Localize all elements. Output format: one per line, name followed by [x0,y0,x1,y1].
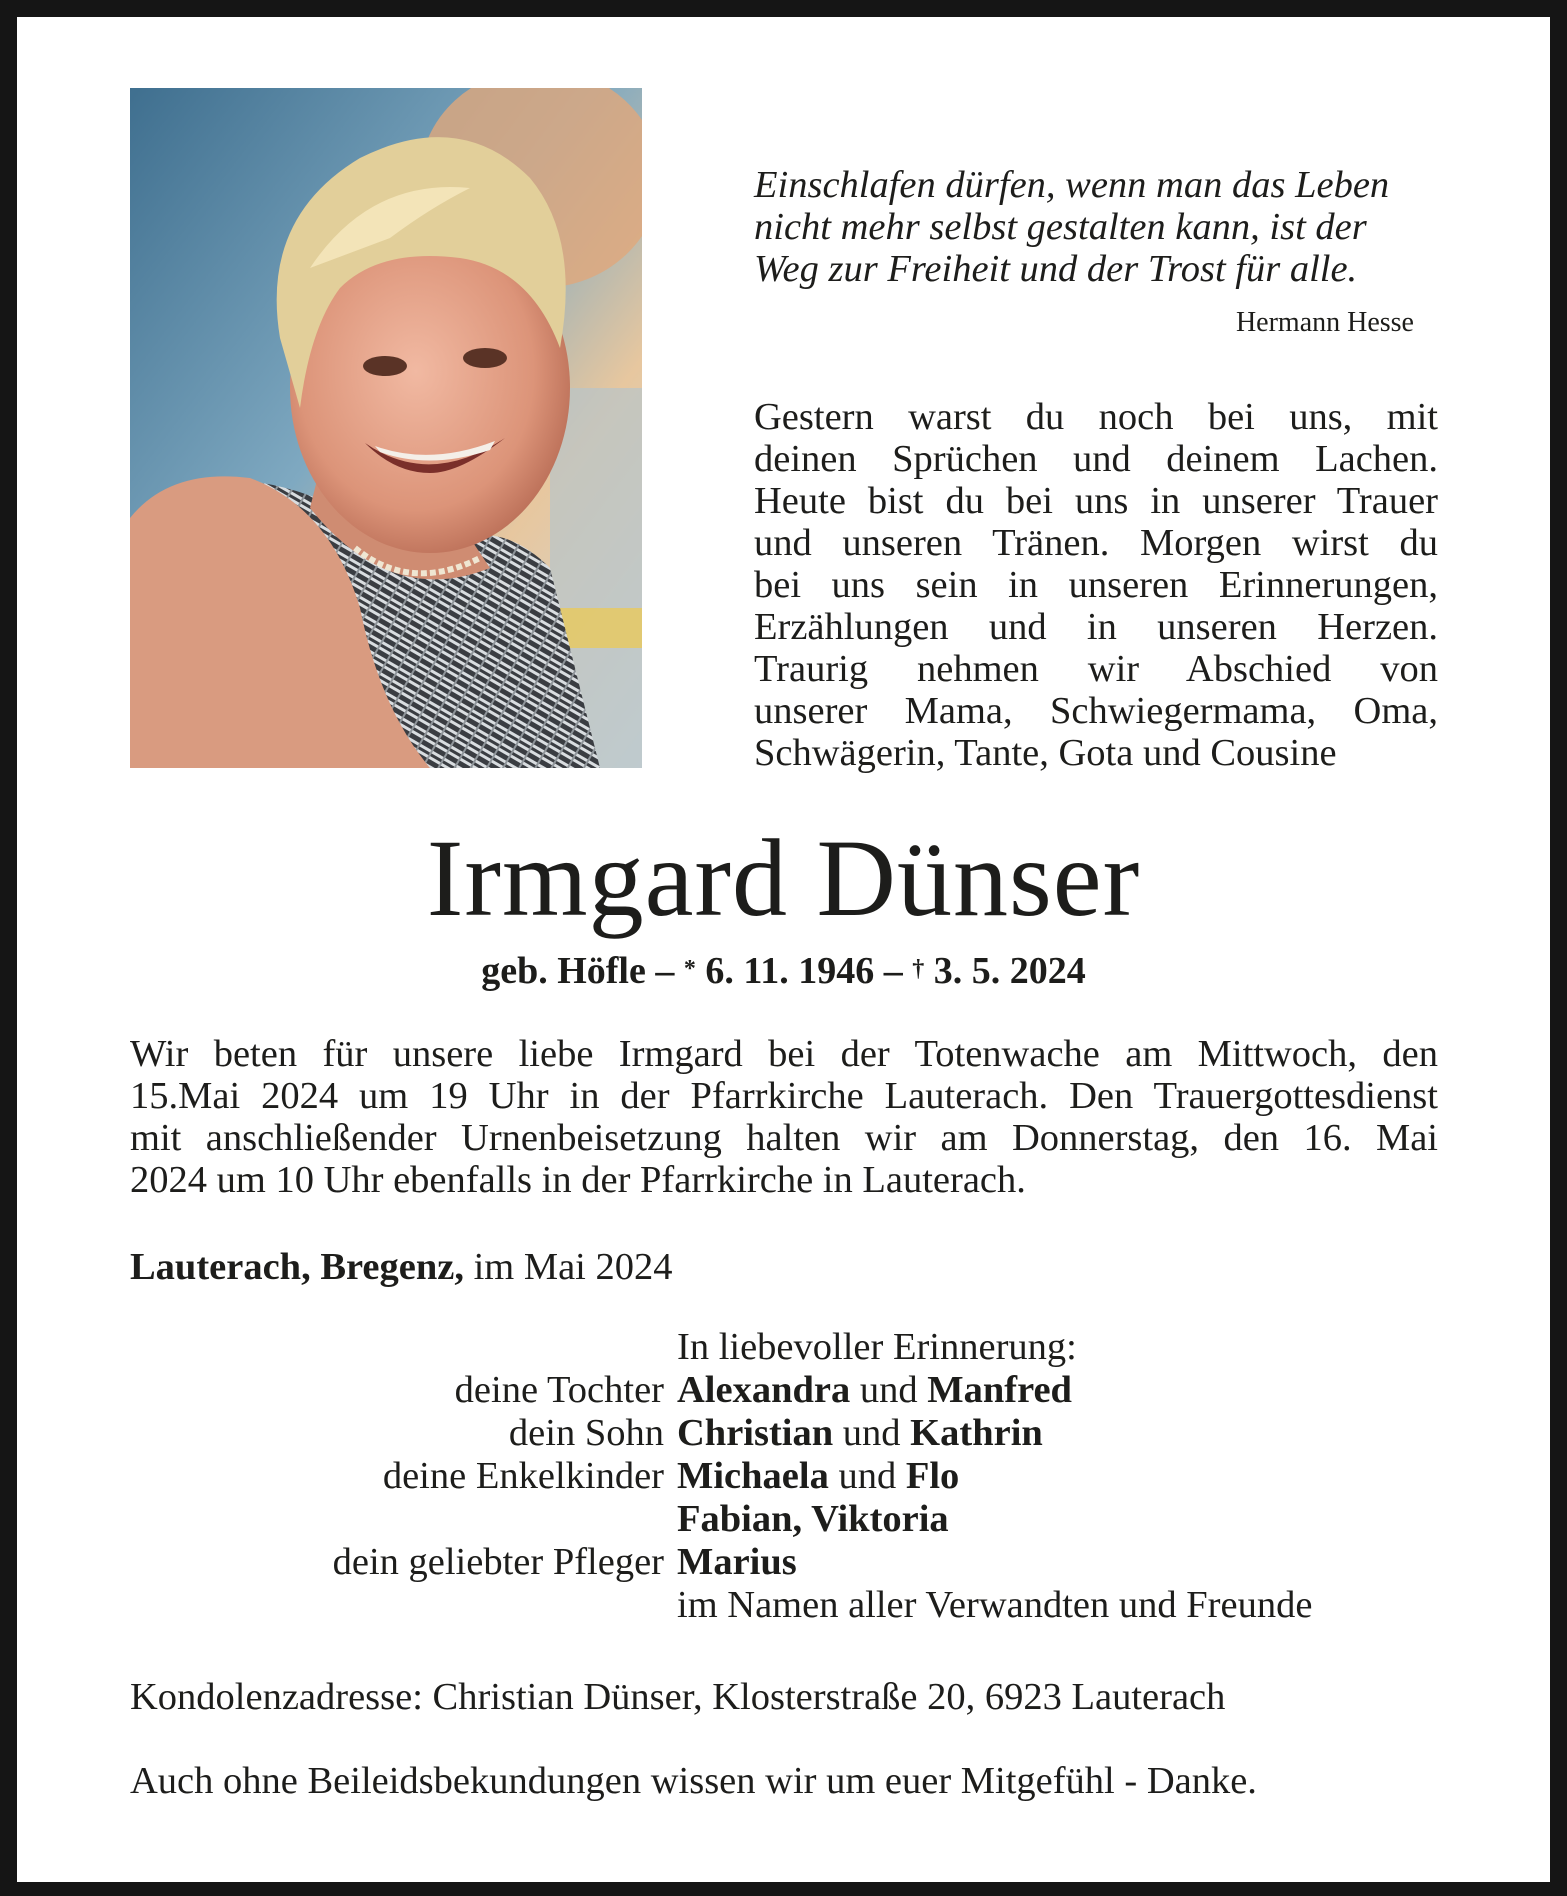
mourner-row [0,1498,1567,1541]
relation-label: deine Tochter [454,1369,664,1411]
service-line: Wir beten für unsere liebe Irmgard bei der Totenwache am Mittwoch, den [130,1033,1438,1075]
poem-line: Traurig nehmen wir Abschied von [754,648,1438,690]
poem-line: unserer Mama, Schwiegermama, Oma, [754,690,1438,732]
poem-line: und unseren Tränen. Morgen wirst du [754,522,1438,564]
mourner-name: Marius [677,1541,797,1583]
memory-intro: In liebevoller Erinnerung: [677,1326,1077,1368]
mourner-name: Michaela [677,1455,829,1497]
notice-date: im Mai 2024 [463,1246,673,1288]
quote-line: Einschlafen dürfen, wenn man das Leben [754,164,1390,206]
condolence-address: Kondolenzadresse: Christian Dünser, Klosterstraße 20, 6923 Lauterach [130,1676,1226,1718]
mourner-row [0,1455,1567,1498]
joiner: und [833,1412,911,1454]
portrait-photo [130,88,642,768]
mourner-row [0,1541,1567,1584]
poem-line: bei uns sein in unseren Erinnerungen, [754,564,1438,606]
poem-line: deinen Sprüchen und deinem Lachen. [754,438,1438,480]
quote-line: Weg zur Freiheit und der Trost für alle. [754,248,1358,290]
thanks-note: Auch ohne Beileidsbekundungen wissen wir um euer Mitgefühl - Danke. [130,1760,1257,1802]
death-symbol: † [912,956,925,982]
mourner-name: Christian [677,1412,834,1454]
mourner-name: Manfred [927,1369,1072,1411]
poem-line: Erzählungen und in unseren Herzen. [754,606,1438,648]
poem-line: Schwägerin, Tante, Gota und Cousine [754,732,1337,774]
dash: – [874,950,913,992]
dash: – [645,950,684,992]
joiner: und [850,1369,928,1411]
poem-line: Heute bist du bei uns in unserer Trauer [754,480,1438,522]
birth-date: 6. 11. 1946 [695,950,875,992]
relation-label: dein Sohn [508,1412,664,1454]
service-line: mit anschließender Urnenbeisetzung halten wir am Donnerstag, den 16. Mai [130,1117,1438,1159]
poem-line: Gestern warst du noch bei uns, mit [754,396,1438,438]
relation-label: deine Enkelkinder [382,1455,664,1497]
farewell-text [754,396,1438,774]
place-names: Lauterach, Bregenz, [130,1246,464,1288]
mourner-name: Kathrin [910,1412,1043,1454]
deceased-name: Irmgard Dünser [426,817,1141,939]
mourner-name: Fabian, Viktoria [677,1498,949,1540]
death-date: 3. 5. 2024 [924,950,1086,992]
life-dates [0,948,1567,994]
mourner-name: Flo [905,1455,960,1497]
quote-author: Hermann Hesse [1235,307,1414,338]
mourner-name: Alexandra [677,1369,851,1411]
mourner-row [0,1369,1567,1412]
birth-symbol: * [683,956,696,982]
closing-line: im Namen aller Verwandten und Freunde [677,1584,1313,1626]
place-and-date [130,1244,673,1290]
relation-label: dein geliebter Pfleger [332,1541,664,1583]
mourners-list [0,1326,1567,1627]
joiner: und [828,1455,906,1497]
born-name: geb. Höfle [481,950,646,992]
quote-line: nicht mehr selbst gestalten kann, ist der [754,206,1367,248]
service-line: 15.Mai 2024 um 19 Uhr in der Pfarrkirche Lauterach. Den Trauergottesdienst [130,1075,1438,1117]
service-line: 2024 um 10 Uhr ebenfalls in der Pfarrkirche in Lauterach. [130,1159,1026,1201]
hesse-quote [754,164,1434,290]
service-announcement [130,1033,1438,1201]
mourner-row [0,1412,1567,1455]
